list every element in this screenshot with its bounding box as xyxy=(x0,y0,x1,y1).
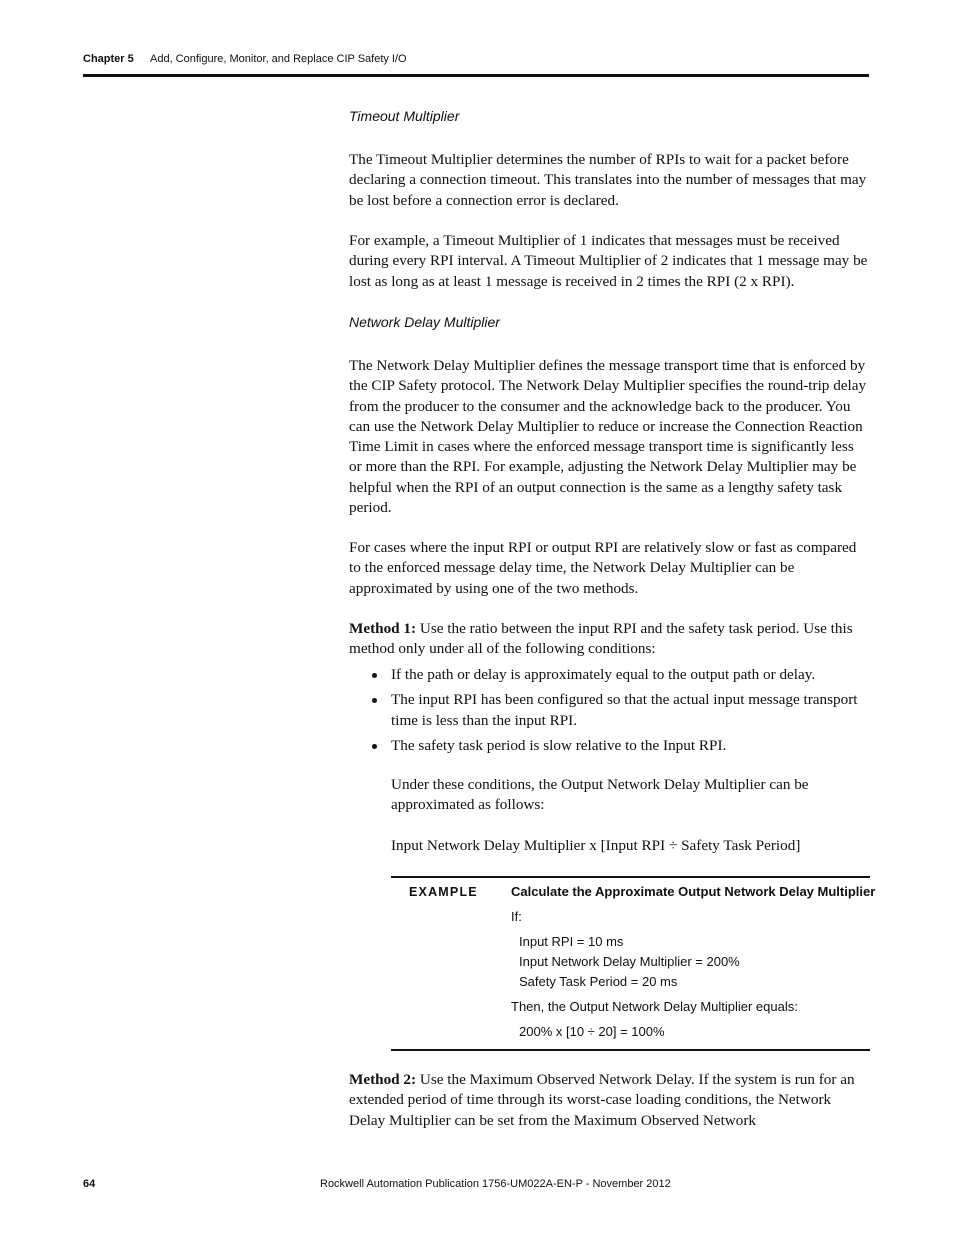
example-if: If: xyxy=(511,909,522,924)
page-number: 64 xyxy=(83,1178,96,1190)
example-tag: EXAMPLE xyxy=(409,885,478,899)
bullet-icon xyxy=(372,673,377,678)
example-line-input-multiplier: Input Network Delay Multiplier = 200% xyxy=(519,954,740,969)
example-line-input-rpi: Input RPI = 10 ms xyxy=(519,934,624,949)
network-paragraph-1: The Network Delay Multiplier defines the message transport time that is enforced by the CIP Safety protocol. The Network Delay Multiplier specifies the round-trip delay from the producer to the consumer and the acknowledge back to the producer. You can use the Network Delay Multiplier to reduce or increase the Connection Reaction Time Limit in cases where the enforced message transport time is significantly less or more than the RPI. For example, adjusting the Network Delay Multiplier may be helpful when the RPI of an output connection is the same as a lengthy safety task period. xyxy=(349,357,867,517)
method-2-label: Method 2: xyxy=(349,1071,417,1088)
example-result: 200% x [10 ÷ 20] = 100% xyxy=(519,1024,665,1039)
network-paragraph-2: For cases where the input RPI or output RPI are relatively slow or fast as compared to the enforced message delay time, the Network Delay Multiplier can be approximated by using one of the two methods. xyxy=(349,539,857,597)
method-1-label: Method 1: xyxy=(349,620,417,637)
list-item: If the path or delay is approximately equal to the output path or delay. xyxy=(372,665,869,685)
bullet-icon xyxy=(372,744,377,749)
method-1-paragraph xyxy=(349,619,869,660)
example-top-rule xyxy=(391,876,870,878)
example-then: Then, the Output Network Delay Multiplier equals: xyxy=(511,999,798,1014)
method-1-conditions-list xyxy=(372,665,869,761)
formula: Input Network Delay Multiplier x [Input RPI ÷ Safety Task Period] xyxy=(391,837,801,854)
method-2-text: Use the Maximum Observed Network Delay. If the system is run for an extended period of time through its worst-case loading conditions, the Network Delay Multiplier can be set from the Maximum Observed Network xyxy=(349,1071,855,1129)
example-bottom-rule xyxy=(391,1049,870,1051)
conditions-paragraph: Under these conditions, the Output Network Delay Multiplier can be approximated as follows: xyxy=(391,776,809,814)
network-delay-heading: Network Delay Multiplier xyxy=(349,314,500,330)
list-item: The safety task period is slow relative to the Input RPI. xyxy=(372,736,869,756)
bullet-icon xyxy=(372,698,377,703)
timeout-multiplier-heading: Timeout Multiplier xyxy=(349,108,460,124)
publication-line: Rockwell Automation Publication 1756-UM022A-EN-P - November 2012 xyxy=(320,1178,671,1190)
timeout-paragraph-1: The Timeout Multiplier determines the number of RPIs to wait for a packet before declaring a connection timeout. This translates into the number of messages that may be lost before a connection error is declared. xyxy=(349,151,867,209)
method-2-paragraph xyxy=(349,1070,869,1131)
chapter-title: Add, Configure, Monitor, and Replace CIP Safety I/O xyxy=(150,53,407,65)
header-rule xyxy=(83,74,869,77)
timeout-paragraph-2: For example, a Timeout Multiplier of 1 indicates that messages must be received during every RPI interval. A Timeout Multiplier of 2 indicates that 1 message may be lost as long as at least 1 message is received in 2 times the RPI (2 x RPI). xyxy=(349,232,868,290)
example-line-task-period: Safety Task Period = 20 ms xyxy=(519,974,678,989)
list-item: The input RPI has been configured so that the actual input message transport time is less than the input RPI. xyxy=(372,690,869,731)
example-title: Calculate the Approximate Output Network Delay Multiplier xyxy=(511,884,876,899)
running-header xyxy=(83,53,869,65)
chapter-label: Chapter 5 xyxy=(83,53,134,65)
method-1-text: Use the ratio between the input RPI and the safety task period. Use this method only under all of the following conditions: xyxy=(349,620,853,658)
